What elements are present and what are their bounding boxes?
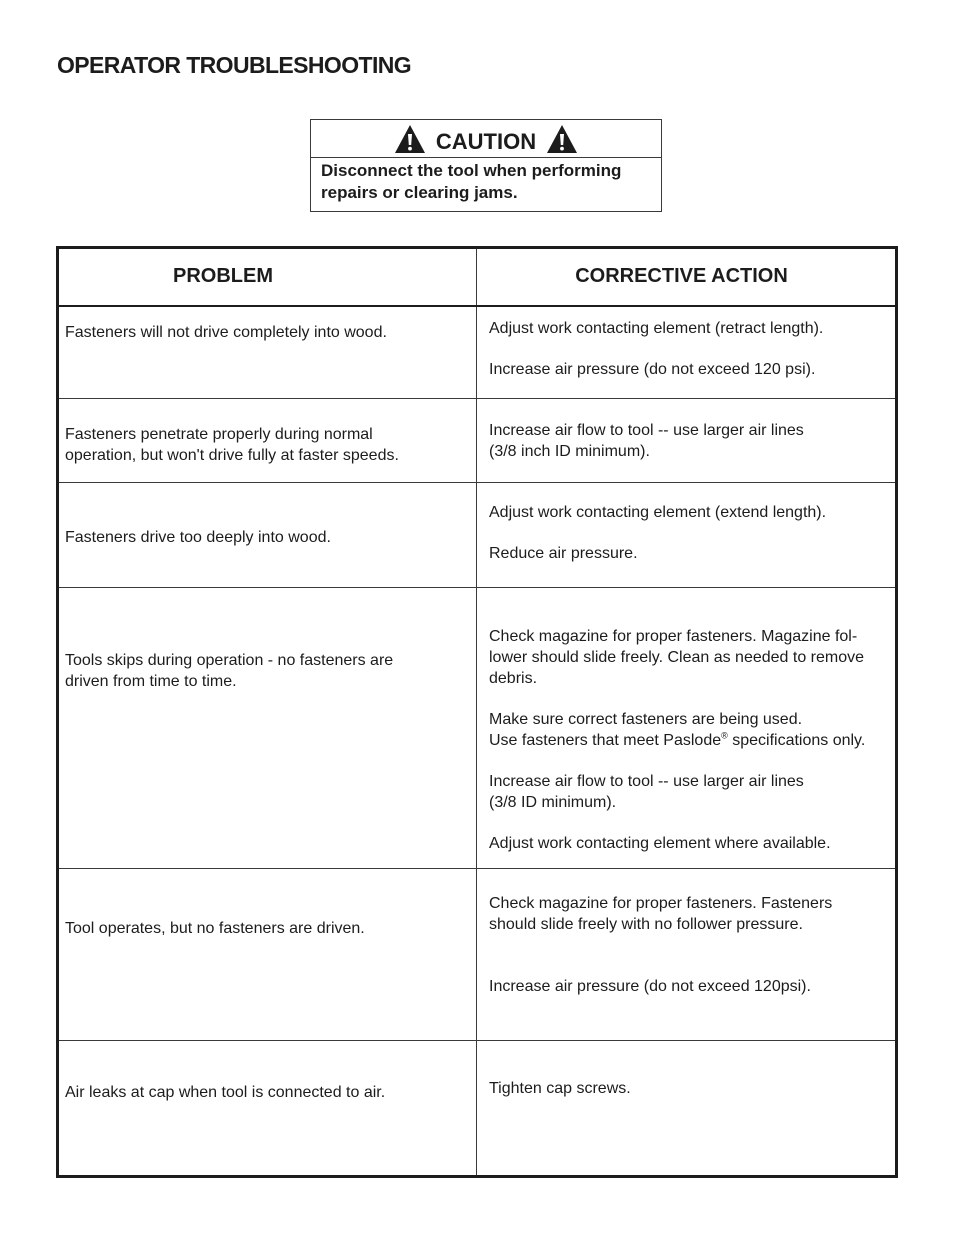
action-text: Use fasteners that meet Paslode <box>489 732 722 749</box>
action-text: Tighten cap screws. <box>489 1080 631 1097</box>
action-text: Increase air pressure (do not exceed 120psi). <box>489 978 811 995</box>
action-cell <box>477 483 897 588</box>
caution-text-line: Disconnect the tool when performing <box>321 161 622 180</box>
troubleshooting-table <box>56 246 898 1178</box>
action-text: Check magazine for proper fasteners. Magazine fol- <box>489 628 858 645</box>
action-cell <box>477 306 897 399</box>
problem-cell <box>58 483 477 588</box>
page-title: OPERATOR TROUBLESHOOTING <box>57 52 412 78</box>
action-cell <box>477 1041 897 1177</box>
problem-cell <box>58 1041 477 1177</box>
table-row <box>58 1041 897 1177</box>
action-text: specifications only. <box>727 732 866 749</box>
problem-text: operation, but won't drive fully at faster speeds. <box>65 447 399 464</box>
action-text: (3/8 ID minimum). <box>489 794 617 811</box>
table-row <box>58 483 897 588</box>
column-header-problem: PROBLEM <box>58 248 477 306</box>
caution-header <box>311 120 661 158</box>
table-row <box>58 588 897 869</box>
table-row <box>58 399 897 483</box>
caution-message <box>311 158 661 204</box>
problem-text: Fasteners drive too deeply into wood. <box>65 529 331 546</box>
warning-triangle-icon <box>394 123 426 155</box>
action-text: should slide freely with no follower pressure. <box>489 916 803 933</box>
problem-cell <box>58 869 477 1041</box>
paslode-spec-line <box>489 730 891 751</box>
problem-cell <box>58 588 477 869</box>
caution-label: CAUTION <box>435 128 537 154</box>
action-text: Adjust work contacting element where available. <box>489 835 831 852</box>
problem-text: Fasteners penetrate properly during normal <box>65 426 373 443</box>
action-text: Adjust work contacting element (extend length). <box>489 504 827 521</box>
action-text: Check magazine for proper fasteners. Fasteners <box>489 895 833 912</box>
action-text: Increase air flow to tool -- use larger air lines <box>489 773 804 790</box>
problem-cell <box>58 399 477 483</box>
problem-text: Air leaks at cap when tool is connected to air. <box>65 1084 386 1101</box>
action-text: Increase air pressure (do not exceed 120 psi). <box>489 360 816 378</box>
problem-text: driven from time to time. <box>65 673 237 690</box>
problem-text: Tool operates, but no fasteners are driven. <box>65 920 365 937</box>
action-text: Make sure correct fasteners are being used. <box>489 711 803 728</box>
action-cell <box>477 588 897 869</box>
action-cell <box>477 399 897 483</box>
registered-mark: ® <box>721 730 728 741</box>
action-text: debris. <box>489 670 538 687</box>
action-text: Adjust work contacting element (retract length). <box>489 319 824 337</box>
problem-cell <box>58 306 477 399</box>
column-header-corrective-action: CORRECTIVE ACTION <box>477 248 897 306</box>
action-text: Reduce air pressure. <box>489 545 638 562</box>
problem-text: Fasteners will not drive completely into wood. <box>65 323 387 341</box>
caution-box <box>310 119 662 212</box>
caution-text-line: repairs or clearing jams. <box>321 183 518 202</box>
problem-text: Tools skips during operation - no fasteners are <box>65 652 394 669</box>
action-text: (3/8 inch ID minimum). <box>489 443 650 460</box>
action-text: Increase air flow to tool -- use larger air lines <box>489 422 804 439</box>
table-row <box>58 869 897 1041</box>
action-text: lower should slide freely. Clean as needed to remove <box>489 649 865 666</box>
warning-triangle-icon <box>546 123 578 155</box>
table-row <box>58 306 897 399</box>
action-cell <box>477 869 897 1041</box>
table-header-row <box>58 248 897 306</box>
